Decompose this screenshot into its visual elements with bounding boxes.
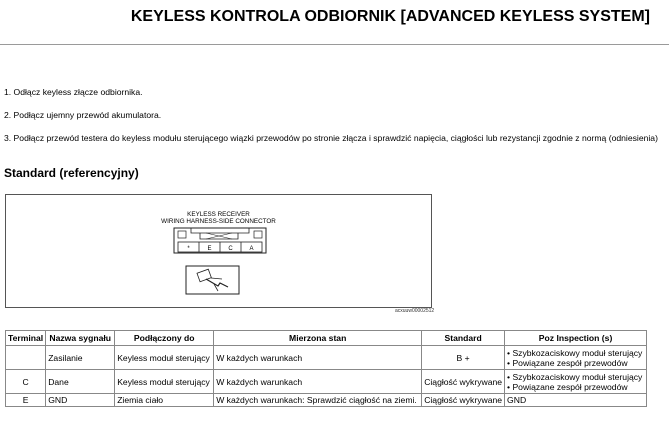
cell-inspection: [505, 394, 647, 407]
cell-inspection: [505, 346, 647, 370]
cell-standard: B +: [422, 346, 505, 370]
inspection-line: • Powiązane zespół przewodów: [507, 381, 628, 392]
header-standard: Standard: [422, 331, 505, 346]
page-title: KEYLESS KONTROLA ODBIORNIK [ADVANCED KEYLESS SYSTEM]: [130, 8, 650, 25]
cell-terminal: C: [6, 370, 46, 394]
cell-standard: Ciągłość wykrywane: [422, 394, 505, 407]
figure-code: acxuuw00002512: [395, 308, 435, 314]
header-condition: Mierzona stan: [214, 331, 422, 346]
cell-signal: Zasilanie: [46, 346, 115, 370]
section-title: Standard (referencyjny): [4, 166, 139, 180]
title-divider: [0, 44, 669, 45]
cell-signal: GND: [46, 394, 115, 407]
table-row: [6, 394, 647, 407]
cell-condition: W każdych warunkach: [214, 346, 422, 370]
cell-connected: Ziemia ciało: [115, 394, 214, 407]
inspection-line: • Powiązane zespół przewodów: [507, 357, 628, 368]
standard-table: [5, 330, 647, 407]
cell-inspection: [505, 370, 647, 394]
table-row: [6, 370, 647, 394]
inspection-line: GND: [507, 395, 527, 405]
step-2: 2. Podłącz ujemny przewód akumulatora.: [4, 110, 162, 120]
header-signal: Nazwa sygnału: [46, 331, 115, 346]
header-connected: Podłączony do: [115, 331, 214, 346]
figure-label-line1: KEYLESS RECEIVER: [187, 211, 250, 218]
cell-condition: W każdych warunkach: Sprawdzić ciągłość na ziemi.: [214, 394, 422, 407]
cell-standard: Ciągłość wykrywane: [422, 370, 505, 394]
pin-c: C: [228, 246, 233, 252]
cell-connected: Keyless moduł sterujący: [115, 346, 214, 370]
inspection-line: • Szybkozaciskowy moduł sterujący: [507, 347, 643, 358]
table-row: [6, 346, 647, 370]
step-3: 3. Podłącz przewód testera do keyless modułu sterującego wiązki przewodów po stronie złącza i sprawdzić napięcia, ciągłości lub rezystancji zgodnie z normą (odniesienia): [4, 133, 658, 143]
cell-signal: Dane: [46, 370, 115, 394]
pin-star: *: [187, 246, 190, 252]
table-header-row: [6, 331, 647, 346]
header-inspection: Poz Inspection (s): [505, 331, 647, 346]
cell-terminal: E: [6, 394, 46, 407]
pin-a: A: [249, 246, 254, 252]
tester-probe-icon: [186, 266, 239, 294]
cell-terminal: [6, 346, 46, 370]
inspection-line: • Szybkozaciskowy moduł sterujący: [507, 371, 643, 382]
header-terminal: Terminal: [6, 331, 46, 346]
cell-condition: W każdych warunkach: [214, 370, 422, 394]
step-1: 1. Odłącz keyless złącze odbiornika.: [4, 87, 143, 97]
connector-diagram: [6, 195, 431, 307]
connector-figure: [5, 194, 432, 308]
figure-label-line2: WIRING HARNESS-SIDE CONNECTOR: [161, 218, 276, 225]
pin-e: E: [207, 246, 212, 252]
cell-connected: Keyless moduł sterujący: [115, 370, 214, 394]
